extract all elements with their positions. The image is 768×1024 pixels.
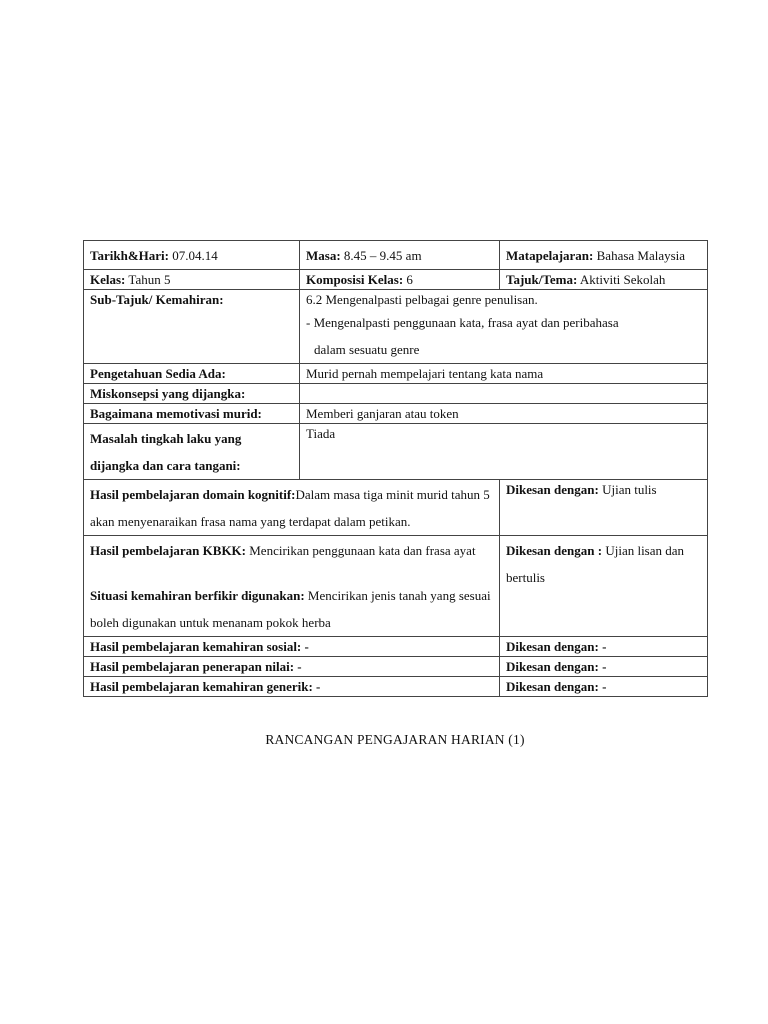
row-kbkk — [84, 536, 708, 637]
lesson-plan-table — [83, 240, 708, 697]
cell-theme — [500, 270, 708, 290]
misconception-label: Miskonsepsi yang dijangka: — [84, 384, 300, 404]
kbkk-detect-label: Dikesan dengan : — [506, 543, 603, 558]
social-label: Hasil pembelajaran kemahiran sosial: - — [84, 637, 500, 657]
cell-kbkk — [84, 536, 500, 637]
subtopic-line-3 — [306, 336, 701, 363]
composition-label: Komposisi Kelas: — [306, 272, 404, 287]
subtopic-line-1: 6.2 Mengenalpasti pelbagai genre penulisan. — [306, 292, 538, 307]
kbkk-label: Hasil pembelajaran KBKK: — [90, 543, 246, 558]
document-caption: RANCANGAN PENGAJARAN HARIAN (1) — [265, 732, 525, 747]
subtopic-line-3-text: dalam sesuatu genre — [314, 342, 420, 357]
cell-kbkk-detect — [500, 536, 708, 637]
cell-cognitive — [84, 480, 500, 536]
time-label: Masa: — [306, 248, 341, 263]
row-values — [84, 657, 708, 677]
class-value: Tahun 5 — [128, 272, 171, 287]
date-value: 07.04.14 — [172, 248, 218, 263]
social-detect: Dikesan dengan: - — [500, 637, 708, 657]
row-date-time-subject — [84, 241, 708, 270]
prior-knowledge-value: Murid pernah mempelajari tentang kata nama — [300, 364, 708, 384]
row-subtopic — [84, 290, 708, 364]
row-class-composition-theme — [84, 270, 708, 290]
cognitive-label: Hasil pembelajaran domain kognitif: — [90, 487, 296, 502]
prior-knowledge-label: Pengetahuan Sedia Ada: — [84, 364, 300, 384]
motivation-label: Bagaimana memotivasi murid: — [84, 404, 300, 424]
row-behaviour — [84, 424, 708, 480]
row-prior-knowledge — [84, 364, 708, 384]
kbkk-situation-line — [90, 582, 493, 636]
subtopic-label: Sub-Tajuk/ Kemahiran: — [84, 290, 300, 364]
row-social — [84, 637, 708, 657]
kbkk-line — [90, 537, 493, 564]
subject-label: Matapelajaran: — [506, 248, 594, 263]
theme-value: Aktiviti Sekolah — [579, 272, 666, 287]
row-misconception — [84, 384, 708, 404]
class-label: Kelas: — [90, 272, 126, 287]
values-label: Hasil pembelajaran penerapan nilai: - — [84, 657, 500, 677]
motivation-value: Memberi ganjaran atau token — [300, 404, 708, 424]
row-generic — [84, 677, 708, 697]
cell-subtopic — [300, 290, 708, 364]
row-cognitive — [84, 480, 708, 536]
generic-label: Hasil pembelajaran kemahiran generik: - — [84, 677, 500, 697]
cell-class — [84, 270, 300, 290]
cell-cognitive-detect — [500, 480, 708, 536]
generic-detect: Dikesan dengan: - — [500, 677, 708, 697]
kbkk-spacer — [90, 564, 493, 582]
values-detect: Dikesan dengan: - — [500, 657, 708, 677]
cell-time — [300, 241, 500, 270]
cell-subject — [500, 241, 708, 270]
date-label: Tarikh&Hari: — [90, 248, 169, 263]
theme-label: Tajuk/Tema: — [506, 272, 578, 287]
row-motivation — [84, 404, 708, 424]
kbkk-situation-label: Situasi kemahiran berfikir digunakan: — [90, 588, 305, 603]
behaviour-value: Tiada — [300, 424, 708, 480]
subtopic-line-2: - Mengenalpasti penggunaan kata, frasa ayat dan peribahasa — [306, 315, 619, 330]
subject-value: Bahasa Malaysia — [596, 248, 686, 263]
kbkk-value: Mencirikan penggunaan kata dan frasa ayat — [249, 543, 476, 558]
cognitive-value: Dalam masa tiga minit murid tahun 5 akan menyenaraikan frasa nama yang terdapat dalam petikan. — [90, 487, 490, 529]
misconception-value — [300, 384, 708, 404]
cognitive-detect-label: Dikesan dengan: — [506, 482, 599, 497]
behaviour-label: Masalah tingkah laku yang dijangka dan cara tangani: — [84, 424, 300, 480]
time-value: 8.45 – 9.45 am — [343, 248, 422, 263]
cell-composition — [300, 270, 500, 290]
composition-value: 6 — [406, 272, 413, 287]
kbkk-detect-value: Ujian lisan dan bertulis — [506, 543, 685, 585]
cell-date — [84, 241, 300, 270]
cognitive-detect-value: Ujian tulis — [602, 482, 657, 497]
kbkk-situation-value: Mencirikan jenis tanah yang sesuai boleh digunakan untuk menanam pokok herba — [90, 588, 491, 630]
